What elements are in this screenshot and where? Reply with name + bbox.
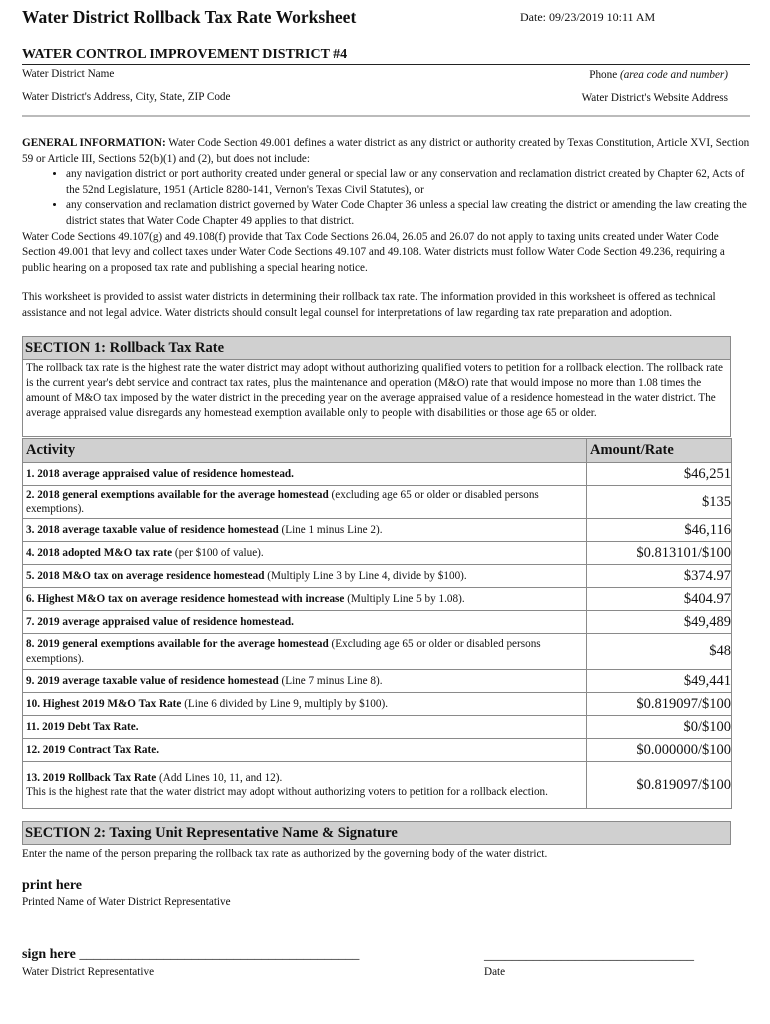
general-information [22,136,750,276]
general-heading: GENERAL INFORMATION: [22,137,166,149]
amount-cell: $404.97 [587,588,732,611]
section1-description: The rollback tax rate is the highest rate the water district may adopt without authorizing qualified voters to petition for a rollback election. The rollback rate is the current year's debt service and contract tax rates, plus the maintenance and operation (M&O) rate that would impose no more than 1.08 times the amount of M&O tax imposed by the water district in the preceding year on the average appraised value of a residence homestead in the water district. The average appraised value disregards any homestead exemption available only to people with disabilities or those age 65 or older. [22,360,731,437]
phone-hint: (area code and number) [619,69,728,81]
amount-cell: $135 [587,486,732,519]
exclusion-list [22,167,750,229]
amount-cell: $48 [587,634,732,670]
amount-cell: $0.819097/$100 [587,762,732,809]
activity-label: 7. 2019 average appraised value of residence homestead. [26,615,294,628]
amount-cell: $374.97 [587,565,732,588]
address-label: Water District's Address, City, State, ZIP Code [22,91,231,103]
printed-name-label: Printed Name of Water District Representative [22,896,231,908]
section2-header: SECTION 2: Taxing Unit Representative Name & Signature [22,821,731,845]
worksheet-row [23,611,732,634]
activity-column-header: Activity [23,439,587,463]
phone-label-text: Phone [589,69,618,81]
sign-here-text: sign here [22,947,76,962]
activity-cell [23,670,587,693]
print-date: Date: 09/23/2019 10:11 AM [520,10,656,24]
amount-cell: $49,489 [587,611,732,634]
activity-label: 4. 2018 adopted M&O tax rate [26,546,173,559]
activity-cell [23,588,587,611]
section1-header: SECTION 1: Rollback Tax Rate [22,336,731,360]
worksheet-table [22,438,732,809]
activity-cell [23,739,587,762]
activity-label: 8. 2019 general exemptions available for the average homestead [26,638,329,650]
activity-label: 13. 2019 Rollback Tax Rate [26,771,157,784]
website-label: Water District's Website Address [581,92,728,104]
amount-cell: $46,251 [587,463,732,486]
section2-description: Enter the name of the person preparing the rollback tax rate as authorized by the governing body of the water district. [22,848,548,860]
activity-note: (Multiply Line 3 by Line 4, divide by $100). [264,569,467,582]
amount-column-header: Amount/Rate [587,439,732,463]
worksheet-disclaimer: This worksheet is provided to assist water districts in determining their rollback tax rate. The information provided in this worksheet is offered as technical assistance and not legal advice. Water districts should consult legal counsel for interpretations of law regarding tax rate preparation and adoption. [22,291,716,319]
activity-note: (excluding age 65 or older or disabled persons exemptions). [26,488,539,515]
general-after: Water Code Sections 49.107(g) and 49.108(f) provide that Tax Code Sections 26.04, 26.05 and 26.07 do not apply to taxing units created under Water Code Section 49.001 that levy and collect taxes under Water Code Sections 49.107 and 49.108. Water districts must follow Water Code Section 49.236, requiring a public hearing on a proposed tax rate and publishing a special hearing notice. [22,230,725,274]
worksheet-row [23,670,732,693]
amount-cell: $49,441 [587,670,732,693]
activity-label: 12. 2019 Contract Tax Rate. [26,743,159,756]
exclusion-item: • any conservation and reclamation district governed by Water Code Chapter 36 unless a special law creating the district or amending the law creating the district states that Water Code Chapter 49 applies to that district. [66,198,750,229]
worksheet-row [23,588,732,611]
representative-label: Water District Representative [22,966,155,978]
activity-cell [23,693,587,716]
activity-cell [23,611,587,634]
district-name: WATER CONTROL IMPROVEMENT DISTRICT #4 [22,47,348,62]
worksheet-row [23,519,732,542]
district-name-rule [22,64,750,65]
worksheet-row [23,463,732,486]
activity-note: (Add Lines 10, 11, and 12). [156,771,283,784]
activity-note: (Line 6 divided by Line 9, multiply by $100). [181,697,389,710]
worksheet-row [23,693,732,716]
activity-cell [23,565,587,588]
activity-label: 2. 2018 general exemptions available for the average homestead [26,488,329,501]
exclusion-item: • any navigation district or port authority created under general or special law or any conservation and reclamation district created by Chapter 62, Acts of the 52nd Legislature, 1951 (Article 8280-141, Vernon's Texas Civil Statutes), or [66,167,750,198]
activity-label: 10. Highest 2019 M&O Tax Rate [26,697,182,710]
activity-note: (Line 7 minus Line 8). [278,674,383,687]
print-here-label: print here [22,878,83,893]
activity-cell [23,542,587,565]
activity-label: 6. Highest M&O tax on average residence homestead with increase [26,592,345,605]
sign-here-label[interactable] [22,947,359,963]
activity-extra: This is the highest rate that the water district may adopt without authorizing voters to petition for a rollback election. [26,786,548,798]
activity-note: (per $100 of value). [172,546,264,559]
amount-cell: $0.000000/$100 [587,739,732,762]
worksheet-row [23,542,732,565]
activity-note: (Line 1 minus Line 2). [278,523,383,536]
amount-cell: $0/$100 [587,716,732,739]
date-label: Date [484,966,506,978]
activity-cell [23,463,587,486]
activity-note: (Excluding age 65 or older or disabled persons exemptions). [26,638,541,665]
activity-label: 9. 2019 average taxable value of residence homestead [26,674,279,687]
signature-line[interactable]: ________________________________________ [79,947,360,962]
worksheet-row [23,716,732,739]
general-intro: Water Code Section 49.001 defines a water district as any district or authority created by Texas Constitution, Article XVI, Section 59 or Article III, Sections 52(b)(1) and (2), but does not include: [22,137,750,165]
amount-cell: $0.819097/$100 [587,693,732,716]
date-line[interactable]: ______________________________ [484,948,694,963]
activity-label: 3. 2018 average taxable value of residence homestead [26,523,279,536]
activity-label: 5. 2018 M&O tax on average residence homestead [26,569,265,582]
worksheet-row [23,486,732,519]
district-name-label: Water District Name [22,68,115,80]
amount-cell: $0.813101/$100 [587,542,732,565]
worksheet-row [23,634,732,670]
amount-cell: $46,116 [587,519,732,542]
header-divider [22,115,750,117]
activity-cell [23,762,587,809]
worksheet-row [23,739,732,762]
worksheet-row [23,565,732,588]
table-header-row [23,439,732,463]
activity-cell [23,486,587,519]
phone-label [589,69,728,81]
activity-note: (Multiply Line 5 by 1.08). [344,592,465,605]
worksheet-row [23,762,732,809]
activity-cell [23,519,587,542]
activity-label: 1. 2018 average appraised value of residence homestead. [26,467,294,480]
activity-cell [23,634,587,670]
activity-label: 11. 2019 Debt Tax Rate. [26,720,139,733]
page-title: Water District Rollback Tax Rate Worksheet [22,7,357,27]
activity-cell [23,716,587,739]
